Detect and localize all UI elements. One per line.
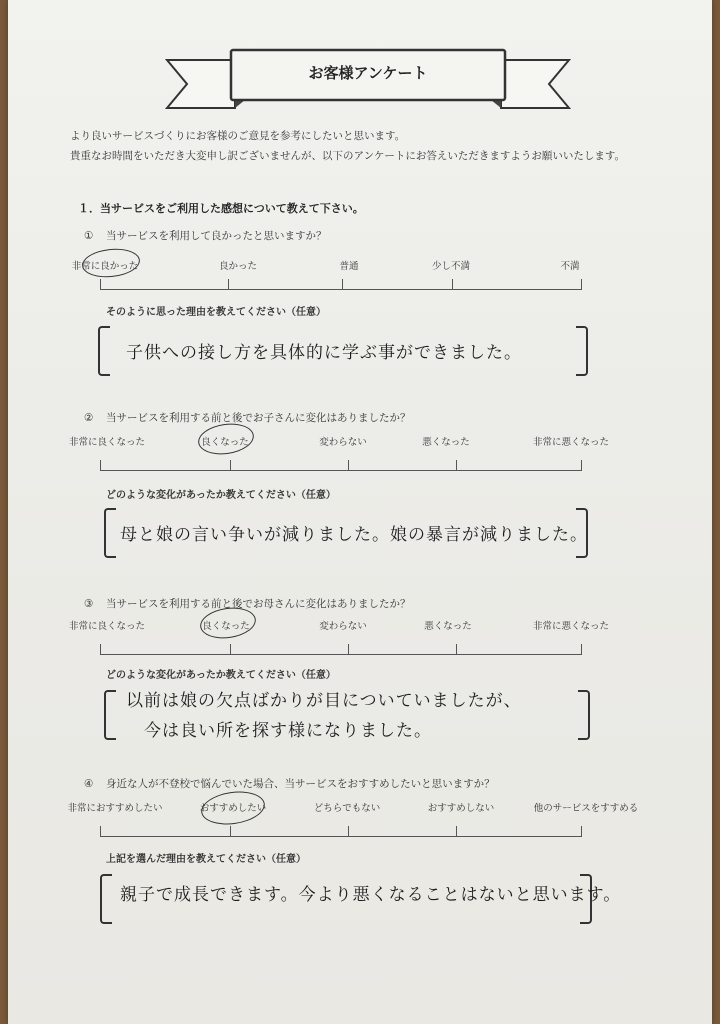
page-title: お客様アンケート <box>308 63 428 82</box>
answer-bracket-left <box>98 326 110 376</box>
option-q3-4[interactable]: 悪くなった <box>424 621 472 632</box>
option-q2-1[interactable]: 非常に良くなった <box>68 437 146 448</box>
question-4 <box>84 776 495 791</box>
question-3 <box>84 596 411 611</box>
handwritten-answer-q2: 母と娘の言い争いが減りました。娘の暴言が減りました。 <box>120 525 588 545</box>
option-q2-5[interactable]: 非常に悪くなった <box>532 437 610 448</box>
option-q1-1[interactable]: 非常に良かった <box>71 261 139 272</box>
option-q3-1[interactable]: 非常に良くなった <box>68 621 146 632</box>
survey-sheet <box>8 0 712 1024</box>
question-text: 身近な人が不登校で悩んでいた場合、当サービスをおすすめしたいと思いますか？ <box>106 778 495 790</box>
option-q2-3[interactable]: 変わらない <box>319 437 367 448</box>
question-number: ④ <box>84 778 94 790</box>
answer-bracket-right <box>578 690 590 740</box>
rating-scale-q2 <box>100 460 582 471</box>
question-text: 当サービスを利用する前と後でお子さんに変化はありましたか？ <box>106 412 411 424</box>
option-q2-4[interactable]: 悪くなった <box>422 437 470 448</box>
handwritten-answer-q1: 子供への接し方を具体的に学ぶ事ができました。 <box>126 343 522 363</box>
title-banner <box>165 44 571 116</box>
handwritten-answer-q3-line-1: 以前は娘の欠点ばかりが目についていましたが、 <box>126 691 522 711</box>
reason-label-q3: どのような変化があったか教えてください（任意） <box>106 670 336 681</box>
option-q3-5[interactable]: 非常に悪くなった <box>532 621 610 632</box>
answer-bracket-right <box>576 326 588 376</box>
option-q4-2[interactable]: おすすめしたい <box>199 803 267 814</box>
option-q4-4[interactable]: おすすめしない <box>427 803 495 814</box>
selection-circle-q4 <box>199 788 267 829</box>
reason-label-q1: そのように思った理由を教えてください（任意） <box>106 307 326 318</box>
handwritten-answer-q3-line-2: 今は良い所を探す様になりました。 <box>144 721 432 741</box>
section-heading: １．当サービスをご利用した感想について教えて下さい。 <box>78 202 364 215</box>
reason-label-q4: 上記を選んだ理由を教えてください（任意） <box>106 854 306 865</box>
option-q1-4[interactable]: 少し不満 <box>431 261 471 272</box>
option-q2-2[interactable]: 良くなった <box>201 437 249 448</box>
rating-scale-q1 <box>100 279 582 290</box>
rating-scale-q3 <box>100 644 582 655</box>
selection-circle-q2 <box>196 420 256 458</box>
question-text: 当サービスを利用する前と後でお母さんに変化はありましたか？ <box>106 598 411 610</box>
answer-bracket-left <box>100 874 112 924</box>
intro-line-2: 貴重なお時間をいただき大変申し訳ございませんが、以下のアンケートにお答えいただきますようお願いいたします。 <box>70 150 626 162</box>
option-q4-5[interactable]: 他のサービスをすすめる <box>533 803 639 814</box>
option-q1-2[interactable]: 良かった <box>218 261 258 272</box>
question-number: ② <box>84 412 94 424</box>
question-number: ① <box>84 230 94 242</box>
answer-bracket-left <box>104 690 116 740</box>
option-q4-3[interactable]: どちらでもない <box>313 803 381 814</box>
option-q3-2[interactable]: 良くなった <box>202 621 250 632</box>
answer-bracket-left <box>104 508 116 558</box>
option-q4-1[interactable]: 非常におすすめしたい <box>67 803 163 814</box>
option-q1-5[interactable]: 不満 <box>560 261 580 272</box>
rating-scale-q4 <box>100 826 582 837</box>
question-1 <box>84 228 327 243</box>
handwritten-answer-q4: 親子で成長できます。今より悪くなることはないと思います。 <box>120 885 622 905</box>
reason-label-q2: どのような変化があったか教えてください（任意） <box>106 490 336 501</box>
question-text: 当サービスを利用して良かったと思いますか？ <box>106 230 327 242</box>
option-q3-3[interactable]: 変わらない <box>319 621 367 632</box>
question-2 <box>84 410 411 425</box>
intro-line-1: より良いサービスづくりにお客様のご意見を参考にしたいと思います。 <box>70 130 406 142</box>
question-number: ③ <box>84 598 94 610</box>
selection-circle-q1 <box>81 246 142 280</box>
option-q1-3[interactable]: 普通 <box>339 261 359 272</box>
